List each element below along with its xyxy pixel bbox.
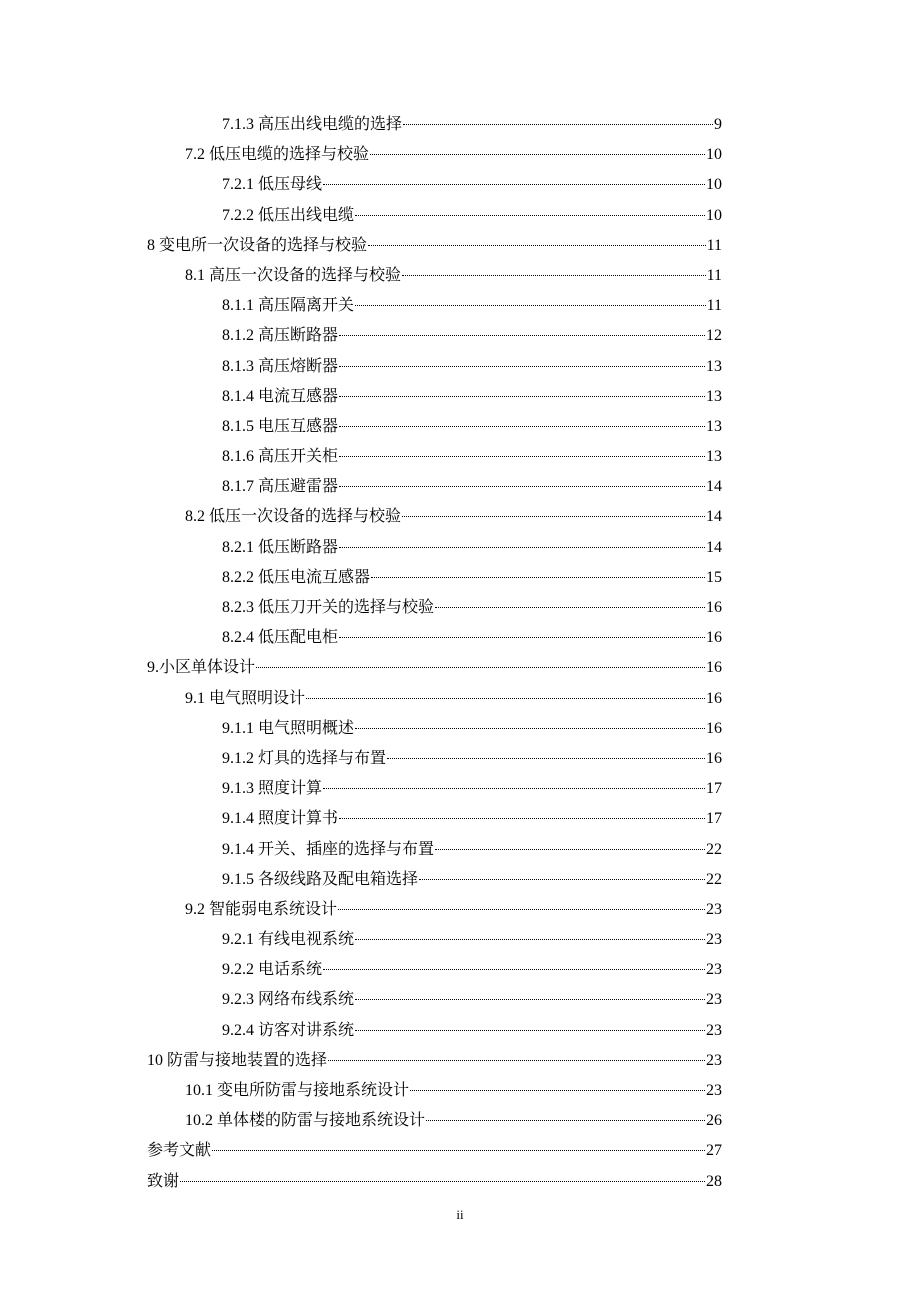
toc-entry[interactable] [147, 412, 722, 442]
toc-entry-title: 7.2.2 低压出线电缆 [222, 206, 355, 224]
toc-entry-title: 9.1.5 各级线路及配电箱选择 [222, 870, 419, 888]
toc-entry[interactable] [147, 472, 722, 502]
toc-entry-page: 16 [706, 689, 722, 707]
toc-dot-leader [426, 1120, 705, 1121]
toc-entry-page: 23 [706, 1082, 722, 1099]
toc-dot-leader [339, 486, 705, 487]
toc-entry[interactable] [147, 170, 722, 200]
toc-dot-leader [419, 879, 705, 880]
toc-entry[interactable] [147, 1046, 722, 1076]
toc-dot-leader [370, 154, 705, 155]
toc-entry-title: 10.1 变电所防雷与接地系统设计 [185, 1082, 410, 1099]
toc-dot-leader [371, 577, 705, 578]
toc-entry[interactable] [147, 804, 722, 834]
toc-dot-leader [338, 909, 705, 910]
toc-entry-title: 8.2.2 低压电流互感器 [222, 568, 371, 586]
toc-entry[interactable] [147, 502, 722, 532]
toc-entry[interactable] [147, 593, 722, 623]
toc-entry-title: 8.1.5 电压互感器 [222, 417, 339, 435]
toc-entry-title: 10 防雷与接地装置的选择 [147, 1051, 328, 1069]
toc-entry-title: 7.2 低压电缆的选择与校验 [185, 146, 370, 164]
toc-entry-title: 8.1.1 高压隔离开关 [222, 297, 355, 315]
toc-entry-page: 12 [706, 327, 722, 345]
toc-dot-leader [355, 939, 705, 940]
toc-dot-leader [355, 999, 705, 1000]
toc-entry-page: 13 [706, 448, 722, 466]
toc-dot-leader [355, 305, 706, 306]
toc-entry[interactable] [147, 1167, 722, 1197]
toc-dot-leader [339, 426, 705, 427]
toc-dot-leader [435, 849, 705, 850]
toc-entry[interactable] [147, 623, 722, 653]
toc-entry-title: 8.2.3 低压刀开关的选择与校验 [222, 599, 435, 616]
toc-entry[interactable] [147, 201, 722, 231]
toc-entry-page: 16 [706, 749, 722, 767]
toc-dot-leader [323, 788, 705, 789]
toc-entry[interactable] [147, 140, 722, 170]
toc-entry-page: 22 [706, 870, 722, 888]
toc-dot-leader [339, 396, 705, 397]
toc-entry-title: 9.小区单体设计 [147, 659, 256, 677]
toc-dot-leader [339, 335, 705, 336]
toc-entry-page: 28 [706, 1172, 722, 1190]
toc-entry[interactable] [147, 321, 722, 351]
toc-entry[interactable] [147, 1016, 722, 1046]
toc-entry[interactable] [147, 442, 722, 472]
toc-entry-title: 8.1.6 高压开关柜 [222, 448, 339, 466]
table-of-contents [147, 110, 722, 1197]
toc-entry-page: 11 [706, 297, 722, 315]
toc-entry-title: 参考文献 [147, 1142, 212, 1160]
toc-entry-title: 8.1.3 高压熔断器 [222, 357, 339, 375]
toc-entry-title: 9.2.3 网络布线系统 [222, 991, 355, 1009]
toc-entry[interactable] [147, 533, 722, 563]
toc-entry[interactable] [147, 865, 722, 895]
toc-entry-page: 23 [706, 931, 722, 949]
toc-entry[interactable] [147, 1106, 722, 1136]
toc-entry-page: 22 [706, 840, 722, 858]
toc-entry[interactable] [147, 110, 722, 140]
toc-entry-title: 7.2.1 低压母线 [222, 176, 323, 194]
toc-entry-page: 16 [706, 629, 722, 647]
toc-dot-leader [339, 366, 705, 367]
toc-entry-page: 23 [706, 1021, 722, 1039]
toc-entry[interactable] [147, 1076, 722, 1106]
toc-entry-page: 11 [706, 266, 722, 284]
toc-entry-title: 9.1.4 开关、插座的选择与布置 [222, 840, 435, 858]
toc-entry-page: 23 [706, 991, 722, 1009]
page-number: ii [456, 1207, 464, 1222]
toc-dot-leader [368, 245, 706, 246]
toc-dot-leader [410, 1090, 705, 1091]
toc-entry-page: 17 [706, 810, 722, 828]
toc-entry-page: 14 [706, 538, 722, 556]
toc-entry-title: 8.1.7 高压避雷器 [222, 478, 339, 496]
toc-entry[interactable] [147, 955, 722, 985]
toc-entry[interactable] [147, 231, 722, 261]
toc-dot-leader [212, 1150, 705, 1151]
toc-entry[interactable] [147, 382, 722, 412]
toc-dot-leader [180, 1181, 705, 1182]
toc-dot-leader [355, 1030, 705, 1031]
toc-dot-leader [355, 728, 705, 729]
toc-entry-page: 13 [706, 387, 722, 405]
toc-entry[interactable] [147, 1136, 722, 1166]
toc-entry-title: 9.1.4 照度计算书 [222, 810, 339, 828]
toc-entry-title: 9.2.4 访客对讲系统 [222, 1021, 355, 1039]
toc-entry-page: 14 [706, 478, 722, 496]
toc-entry[interactable] [147, 774, 722, 804]
toc-entry-title: 9.2 智能弱电系统设计 [185, 900, 338, 918]
toc-dot-leader [306, 698, 705, 699]
toc-entry[interactable] [147, 291, 722, 321]
toc-entry-page: 16 [706, 599, 722, 616]
toc-entry-title: 8.2.4 低压配电柜 [222, 629, 339, 647]
toc-entry[interactable] [147, 925, 722, 955]
toc-dot-leader [323, 969, 705, 970]
toc-dot-leader [323, 184, 705, 185]
toc-dot-leader [403, 124, 713, 125]
toc-entry-title: 8 变电所一次设备的选择与校验 [147, 236, 368, 254]
toc-entry[interactable] [147, 895, 722, 925]
toc-dot-leader [339, 456, 705, 457]
toc-dot-leader [402, 275, 706, 276]
toc-dot-leader [435, 607, 705, 608]
toc-entry-page: 23 [706, 900, 722, 918]
toc-entry-title: 致谢 [147, 1172, 180, 1190]
toc-entry-page: 13 [706, 417, 722, 435]
toc-dot-leader [256, 667, 705, 668]
toc-entry-title: 9.1.2 灯具的选择与布置 [222, 749, 387, 767]
toc-entry[interactable] [147, 261, 722, 291]
toc-entry-title: 10.2 单体楼的防雷与接地系统设计 [185, 1112, 426, 1130]
toc-entry[interactable] [147, 835, 722, 865]
toc-entry-page: 23 [706, 961, 722, 979]
toc-entry-title: 9.1.3 照度计算 [222, 780, 323, 798]
toc-entry-title: 8.1.2 高压断路器 [222, 327, 339, 345]
toc-entry-title: 8.2.1 低压断路器 [222, 538, 339, 556]
toc-entry-title: 9.2.2 电话系统 [222, 961, 323, 979]
toc-entry-page: 13 [706, 357, 722, 375]
toc-dot-leader [339, 547, 705, 548]
toc-entry-page: 10 [706, 176, 722, 194]
toc-entry-title: 9.1.1 电气照明概述 [222, 719, 355, 737]
toc-entry-page: 15 [706, 568, 722, 586]
toc-entry-title: 7.1.3 高压出线电缆的选择 [222, 116, 403, 133]
toc-entry-page: 23 [706, 1051, 722, 1069]
toc-entry-page: 27 [706, 1142, 722, 1160]
toc-entry[interactable] [147, 563, 722, 593]
toc-entry-title: 8.1.4 电流互感器 [222, 387, 339, 405]
toc-entry-page: 17 [706, 780, 722, 798]
toc-entry-page: 10 [706, 206, 722, 224]
toc-entry-page: 9 [714, 116, 722, 133]
toc-dot-leader [402, 516, 705, 517]
toc-entry[interactable] [147, 744, 722, 774]
toc-entry[interactable] [147, 684, 722, 714]
toc-entry-title: 9.2.1 有线电视系统 [222, 931, 355, 949]
toc-dot-leader [339, 818, 705, 819]
toc-entry-title: 8.1 高压一次设备的选择与校验 [185, 266, 402, 284]
toc-entry-title: 9.1 电气照明设计 [185, 689, 306, 707]
toc-entry-page: 16 [706, 659, 722, 677]
toc-entry[interactable] [147, 714, 722, 744]
toc-entry-page: 26 [706, 1112, 722, 1130]
toc-dot-leader [355, 215, 705, 216]
toc-entry-page: 14 [706, 508, 722, 526]
toc-entry-page: 16 [706, 719, 722, 737]
toc-entry[interactable] [147, 985, 722, 1015]
toc-entry[interactable] [147, 653, 722, 683]
toc-dot-leader [339, 637, 705, 638]
toc-entry-title: 8.2 低压一次设备的选择与校验 [185, 508, 402, 526]
toc-entry-page: 10 [706, 146, 722, 164]
toc-entry[interactable] [147, 352, 722, 382]
toc-dot-leader [328, 1060, 705, 1061]
toc-dot-leader [387, 758, 705, 759]
toc-entry-page: 11 [706, 236, 722, 254]
